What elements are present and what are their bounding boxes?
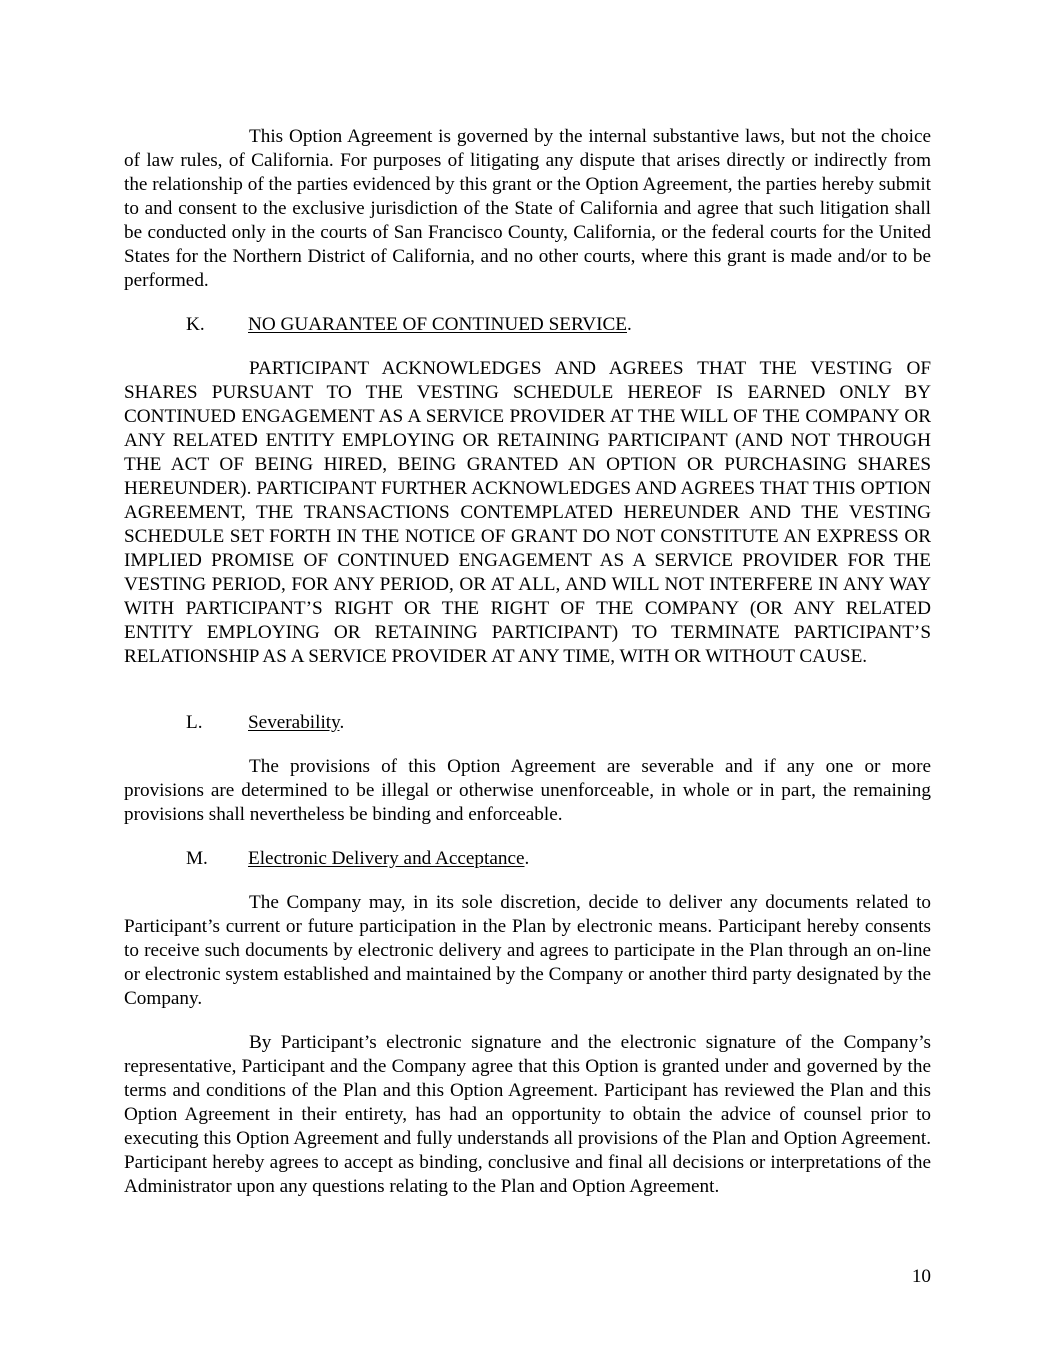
section-letter-l: L. (186, 712, 203, 733)
section-title-no-guarantee: NO GUARANTEE OF CONTINUED SERVICE (248, 314, 627, 335)
section-letter-m: M. (186, 848, 208, 869)
governing-law-paragraph: This Option Agreement is governed by the internal substantive laws, but not the choice of law rules, of California. For purposes of litigating any dispute that arises directly or indirectly from the relationship of the parties evidenced by this grant or the Option Agreement, the parties hereby submit to and consent to the exclusive jurisdiction of the State of California and agree that such litigation shall be conducted only in the courts of San Francisco County, California, or the federal courts for the United States for the Northern District of California, and no other courts, where this grant is made and/or to be performed. (124, 126, 931, 291)
section-title-electronic-delivery: Electronic Delivery and Acceptance (248, 848, 525, 869)
section-title-period: . (339, 712, 345, 733)
no-guarantee-paragraph: PARTICIPANT ACKNOWLEDGES AND AGREES THAT THE VESTING OF SHARES PURSUANT TO THE VESTING SCHEDULE HEREOF IS EARNED ONLY BY CONTINUED ENGAGEMENT AS A SERVICE PROVIDER AT THE WILL OF THE COMPANY OR ANY RELATED ENTITY EMPLOYING OR RETAINING PARTICIPANT (AND NOT THROUGH THE ACT OF BEING HIRED, BEING GRANTED AN OPTION OR PURCHASING SHARES HEREUNDER). PARTICIPANT FURTHER ACKNOWLEDGES AND AGREES THAT THIS OPTION AGREEMENT, THE TRANSACTIONS CONTEMPLATED HEREUNDER AND THE VESTING SCHEDULE SET FORTH IN THE NOTICE OF GRANT DO NOT CONSTITUTE AN EXPRESS OR IMPLIED PROMISE OF CONTINUED ENGAGEMENT AS A SERVICE PROVIDER FOR THE VESTING PERIOD, FOR ANY PERIOD, OR AT ALL, AND WILL NOT INTERFERE IN ANY WAY WITH PARTICIPANT’S RIGHT OR THE RIGHT OF THE COMPANY (OR ANY RELATED ENTITY EMPLOYING OR RETAINING PARTICIPANT) TO TERMINATE PARTICIPANT’S RELATIONSHIP AS A SERVICE PROVIDER AT ANY TIME, WITH OR WITHOUT CAUSE. (124, 358, 931, 667)
page-number: 10 (911, 1266, 931, 1287)
electronic-signature-paragraph: By Participant’s electronic signature and the electronic signature of the Company’s representative, Participant and the Company agree that this Option is granted under and governed by the terms and conditions of the Plan and this Option Agreement. Participant has reviewed the Plan and this Option Agreement in their entirety, has had an opportunity to obtain the advice of counsel prior to executing this Option Agreement and fully understands all provisions of the Plan and Option Agreement. Participant hereby agrees to accept as binding, conclusive and final all decisions or interpretations of the Administrator upon any questions relating to the Plan and Option Agreement. (124, 1032, 931, 1197)
section-heading-m (186, 847, 529, 871)
section-title-period: . (627, 314, 632, 335)
electronic-delivery-paragraph: The Company may, in its sole discretion, decide to deliver any documents related to Participant’s current or future participation in the Plan by electronic means. Participant hereby consents to receive such documents by electronic delivery and agrees to participate in the Plan through an on-line or electronic system established and maintained by the Company or another third party designated by the Company. (124, 892, 931, 1009)
section-title-period: . (524, 848, 530, 869)
section-heading-k (186, 313, 632, 337)
section-title-severability: Severability (248, 712, 340, 733)
section-heading-l (186, 711, 344, 735)
severability-paragraph: The provisions of this Option Agreement are severable and if any one or more provisions are determined to be illegal or otherwise unenforceable, in whole or in part, the remaining provisions shall nevertheless be binding and enforceable. (124, 756, 931, 825)
section-letter-k: K. (186, 314, 205, 335)
